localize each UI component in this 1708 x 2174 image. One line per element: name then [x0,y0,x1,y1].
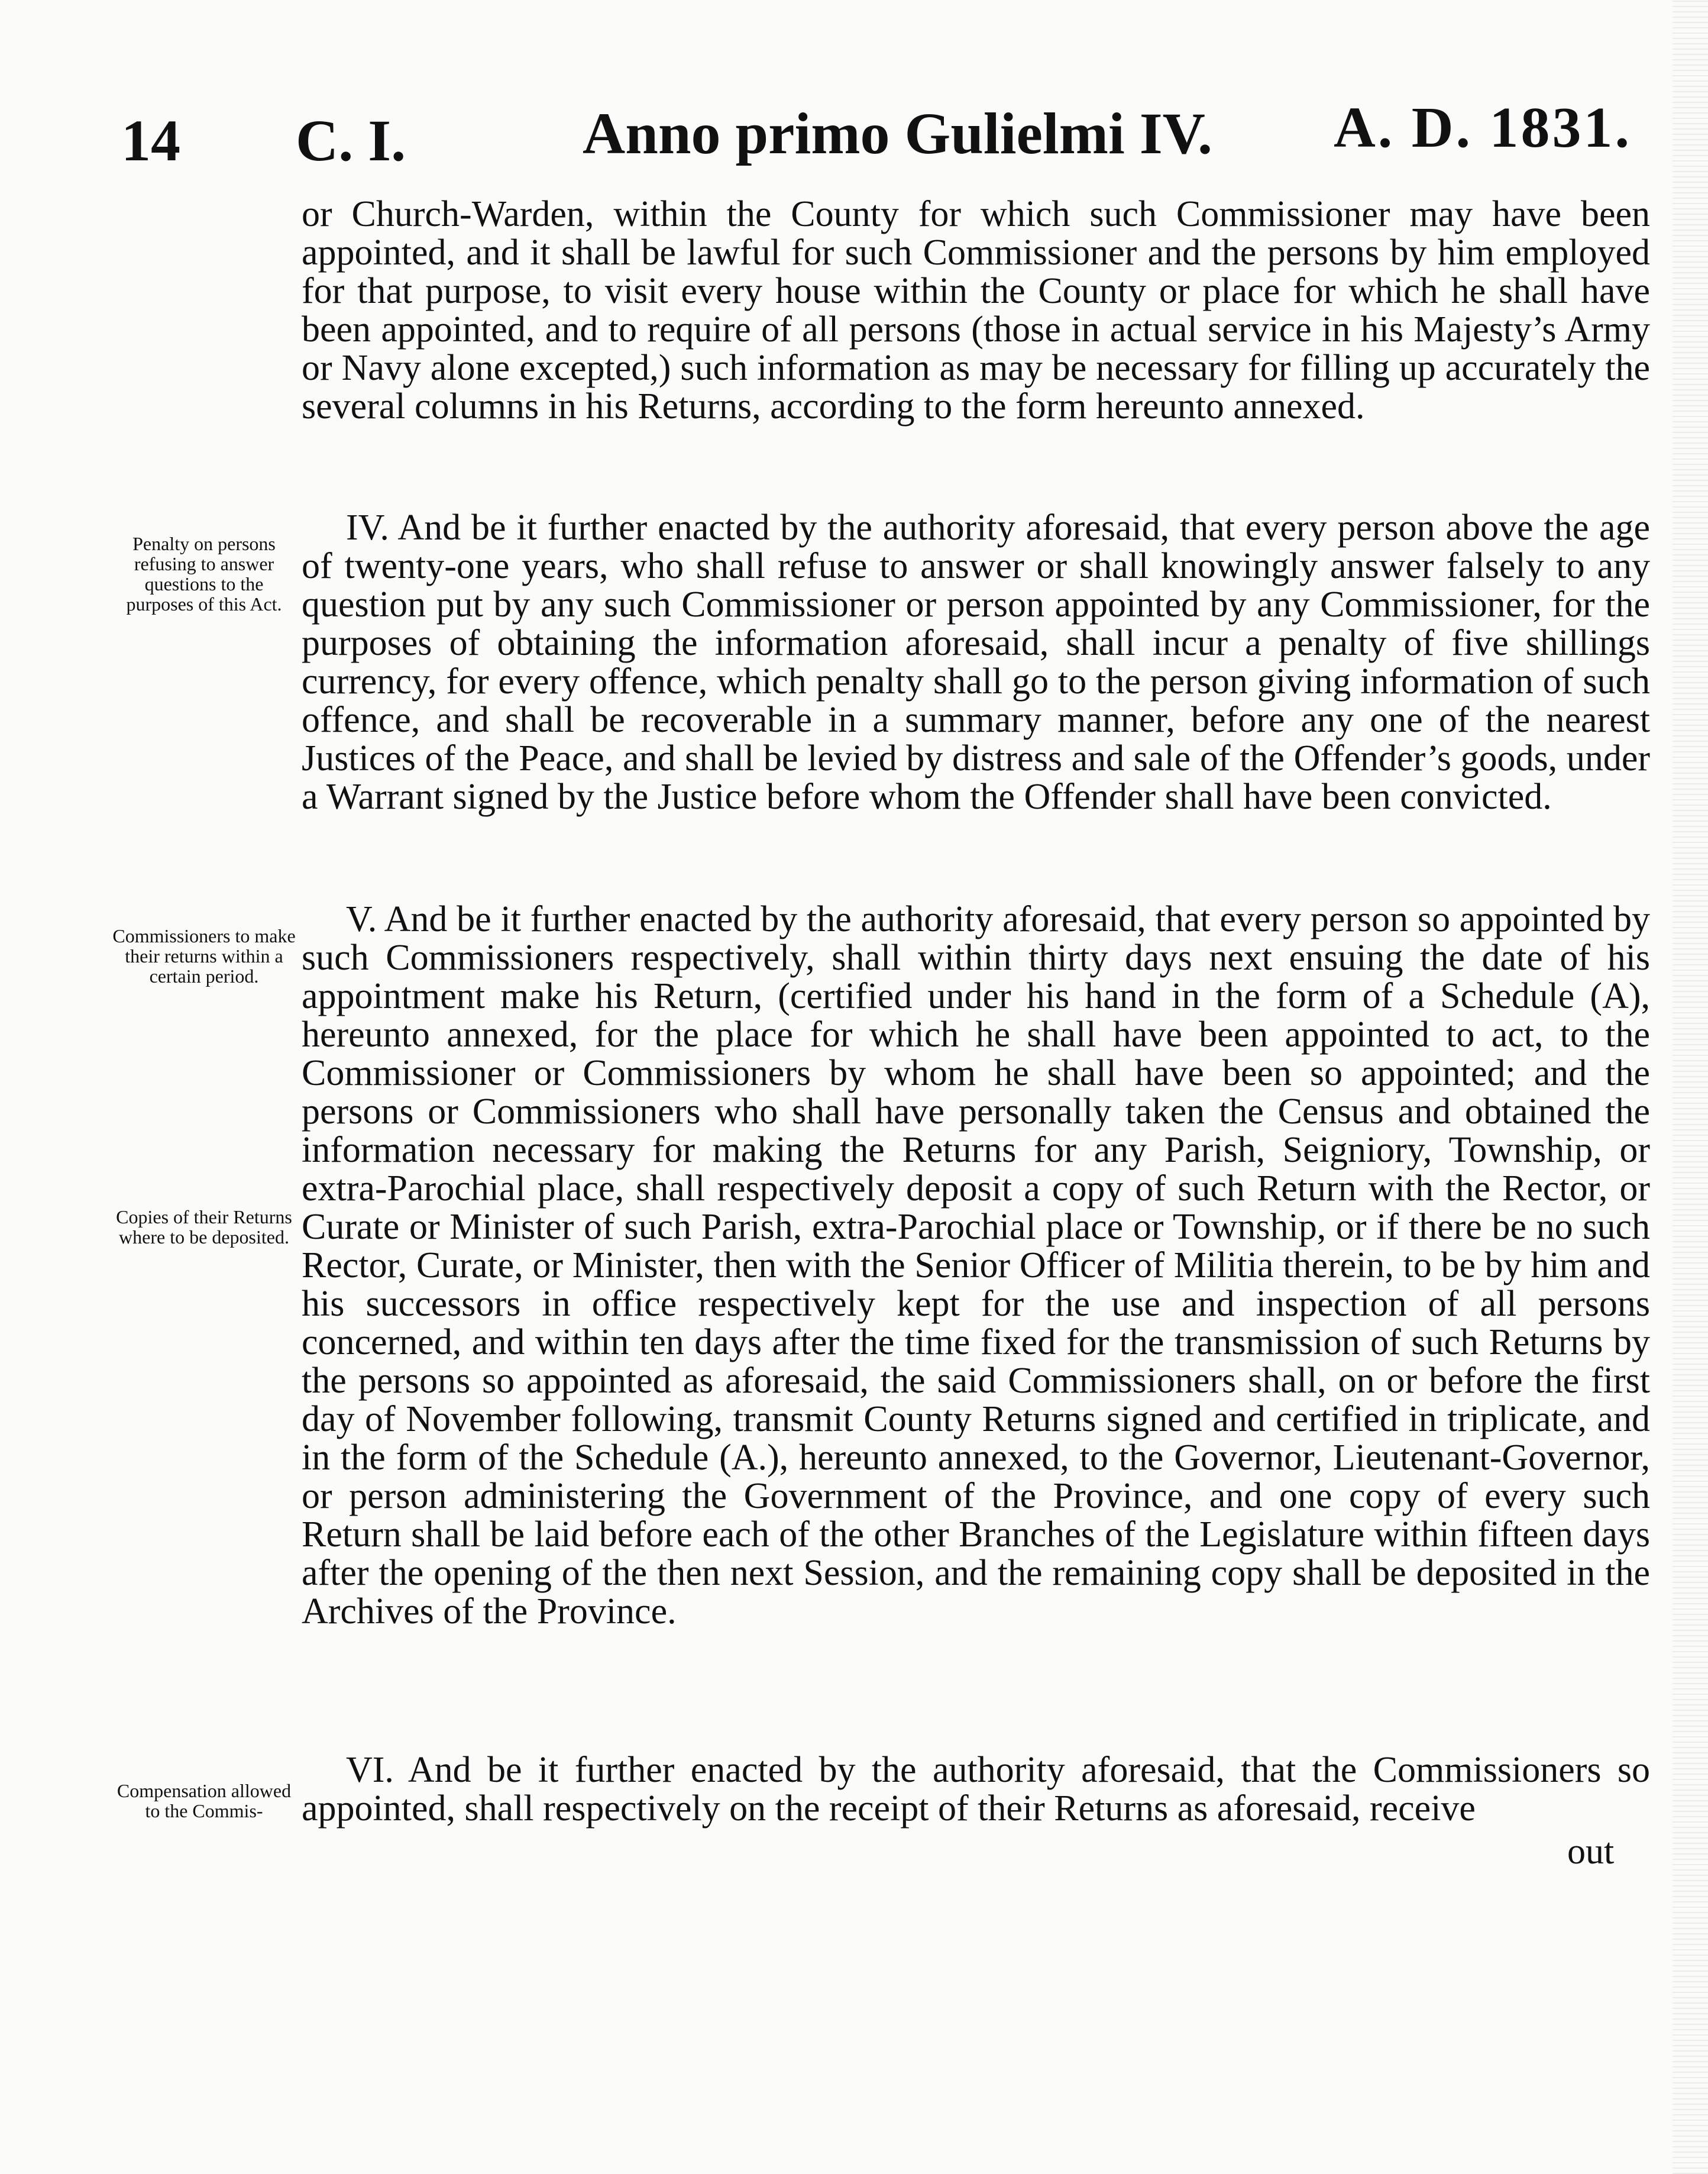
year-label: A. D. 1831. [1334,96,1632,160]
paragraph-section-v: V. And be it further enacted by the authority aforesaid, that every person so appointed by such Commissioners respectively, shall within thirty days next ensuing the date of his appointment make his Return, (certified under his hand in the form of a Schedule (A), hereunto annexed, for the place for which he shall have been appointed to act, to the Commissioner or Commissioners by whom he shall have been so appointed; and the persons or Commissioners who shall have personally taken the Census and obtained the information necessary for making the Returns for any Parish, Seigniory, Township, or extra-Parochial place, shall respectively deposit a copy of such Return with the Rector, or Curate or Minister of such Parish, extra-Parochial place or Township, or if there be no such Rector, Curate, or Minister, then with the Senior Officer of Militia therein, to be by him and his successors in office respectively kept for the use and inspection of all persons concerned, and within ten days after the time fixed for the transmission of such Returns by the persons so appointed as aforesaid, the said Commissioners shall, on or before the first day of November following, transmit County Returns signed and certified in triplicate, and in the form of the Schedule (A.), hereunto annexed, to the Governor, Lieutenant-Governor, or person administering the Government of the Province, and one copy of every such Return shall be laid before each of the other Branches of the Legislature within fifteen days after the opening of the then next Session, and the remaining copy shall be deposited in the Archives of the Province. [302,899,1650,1632]
paragraph-section-vi: VI. And be it further enacted by the authority aforesaid, that the Commissioners so appointed, shall respectively on the receipt of their Returns as aforesaid, receive [302,1750,1650,1829]
scan-edge-artifact [1673,0,1708,2174]
paragraph-section-iv: IV. And be it further enacted by the authority aforesaid, that every person above the age of twenty-one years, who shall refuse to answer or shall knowingly answer falsely to any question put by any such Commissioner or person appointed by any Commissioner, for the purposes of obtaining the information aforesaid, shall incur a penalty of five shillings currency, for every offence, which penalty shall go to the person giving information of such offence, and shall be recoverable in a summary manner, before any one of the nearest Justices of the Peace, and shall be levied by distress and sale of the Offender’s goods, under a Warrant signed by the Justice before whom the Offender shall have been convicted. [302,508,1650,817]
margin-note-copies-deposited: Copies of their Returns where to be deposited. [116,1206,292,1248]
page-number: 14 [121,108,180,173]
margin-note-returns-period: Commissioners to make their returns within a certain period. [112,925,296,987]
margin-note-penalty: Penalty on persons refusing to answer questions to the purposes of this Act. [126,533,282,615]
page-header [0,89,1708,177]
running-title: Anno primo Gulielmi IV. [583,101,1212,166]
chapter-label: C. I. [296,108,406,173]
paragraph-continuation: or Church-Warden, within the County for which such Commissioner may have been appointed, and it shall be lawful for such Commissioner and the persons by him employed for that purpose, to visit every house within the County or place for which he shall have been appointed, and to require of all persons (those in actual service in his Majesty’s Army or Navy alone excepted,) such information as may be necessary for filling up accurately the several columns in his Returns, according to the form hereunto annexed. [302,194,1650,427]
catchword: out [1567,1831,1615,1872]
margin-note-compensation: Compensation allowed to the Commis- [117,1780,292,1821]
